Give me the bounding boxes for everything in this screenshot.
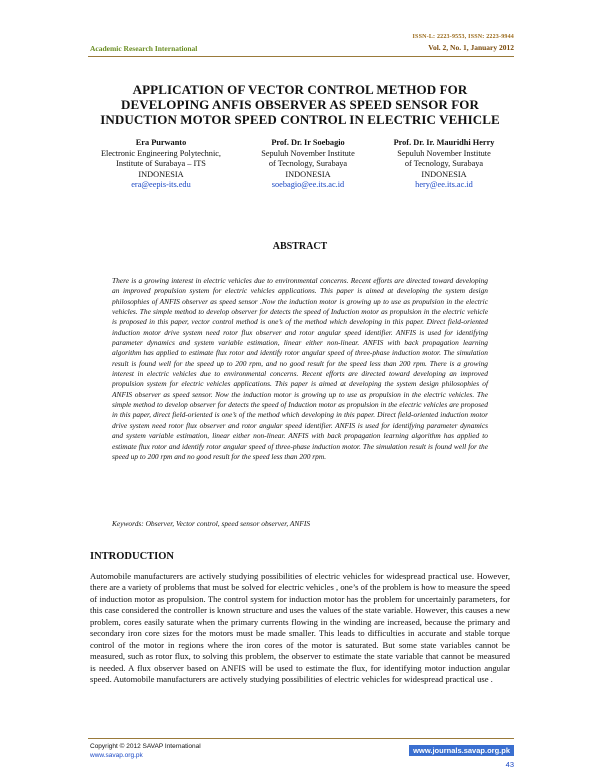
author-country: INDONESIA <box>138 169 184 179</box>
copyright-text: Copyright © 2012 SAVAP International <box>90 743 201 750</box>
title-line: INDUCTION MOTOR SPEED CONTROL IN ELECTRIC VEHICLE <box>100 112 500 127</box>
journal-link[interactable]: www.journals.savap.org.pk <box>409 745 514 756</box>
issn-line: ISSN-L: 2223-9553, ISSN: 2223-9944 <box>412 34 514 40</box>
author-country: INDONESIA <box>285 169 331 179</box>
title-line: DEVELOPING ANFIS OBSERVER AS SPEED SENSOR FOR <box>120 97 479 112</box>
author-affiliation: of Tecnology, Surabaya <box>268 159 348 168</box>
author-1 <box>94 138 228 191</box>
journal-name: Academic Research International <box>90 44 198 53</box>
publisher-link[interactable]: www.savap.org.pk <box>90 752 143 759</box>
author-affiliation: Electronic Engineering Polytechnic, <box>100 148 222 158</box>
author-affiliation: of Tecnology, Surabaya <box>404 159 484 168</box>
author-email[interactable]: soebagio@ee.its.ac.id <box>271 180 345 189</box>
author-affiliation: Sepuluh November Institute <box>261 148 355 158</box>
introduction-body: Automobile manufacturers are actively studying possibilities of electric vehicles for widespread practical use. However, there are a variety of problems that must be solved for electric vehicles , one’s of the problem is how to measure the speed of induction motor as propulsion. The control system for induction motor has the problem for uncertainly parameters, for this case considered the controller is known structure and uses the values of the state variable. However, this causes a new problem, cores easily saturate when the primary currents flowing in the winding are increased, because the primary and secondary iron core sizes for the motors must be made smaller. This leads to difficulties in accurate and stable torque control of the motor in regions where the iron cores of the motor is saturated. But some state variables cannot be measured, such as rotor flux, to solving this problem, the observer to estimate the state variable that cannot be measured is needed. A flux observer based on ANFIS will be used to estimate the flux, for identifying motor induction angular speed. Automobile manufacturers are actively studying possibilities of electric vehicles for widespread practical use . <box>90 571 510 685</box>
page-number: 43 <box>505 760 514 769</box>
footer-right <box>409 740 514 769</box>
author-name: Prof. Dr. Ir. Mauridhi Herry <box>393 138 495 147</box>
author-3 <box>376 138 512 191</box>
author-affiliation: Sepuluh November Institute <box>397 148 491 158</box>
author-affiliation: Institute of Surabaya – ITS <box>116 159 206 168</box>
footer-divider <box>88 738 514 739</box>
journal-meta <box>413 34 514 52</box>
author-name: Era Purwanto <box>135 138 187 147</box>
keywords-line: Keywords: Observer, Vector control, speed sensor observer, ANFIS <box>112 519 311 528</box>
introduction-heading: INTRODUCTION <box>90 551 175 562</box>
author-email[interactable]: era@eepis-its.edu <box>131 180 191 189</box>
paper-title <box>90 82 510 127</box>
author-country: INDONESIA <box>421 169 467 179</box>
abstract-heading: ABSTRACT <box>272 241 328 252</box>
footer-left <box>90 742 201 760</box>
header-divider <box>88 56 514 57</box>
title-line: APPLICATION OF VECTOR CONTROL METHOD FOR <box>132 82 468 97</box>
volume-line: Vol. 2, No. 1, January 2012 <box>428 43 514 52</box>
author-email[interactable]: hery@ee.its.ac.id <box>415 180 473 189</box>
author-2 <box>246 138 370 191</box>
abstract-body: There is a growing interest in electric vehicles due to environmental concerns. Recent efforts are directed toward developing an improved propulsion system for electric vehicles applications. This paper is aimed at developing the system design philosophies of ANFIS observer as speed sensor .Now the induction motor is growing up to use as propulsion in the electric vehicles. The simple method to develop observer for detects the speed of Induction motor as propulsion in the electric vehicle is proposed in this paper, vector control method is one’s of the method which developing in this paper. Direct field-oriented induction motor drive system need rotor flux observer and rotor angular speed identifier. ANFIS is used for identifying parameter dynamics and system variable estimation, linear either non-linear. ANFIS with back propagation learning algorithm has applied to estimate flux rotor and identify rotor angular speed of three-phase induction motor. The simulation result is found well for the speed up to 200 rpm, and no good result for the speed less than 200 rpm. There is a growing interest in electric vehicles due to environmental concerns. Recent efforts are directed toward developing an improved propulsion system for electric vehicles applications. This paper is aimed at developing the system design philosophies of ANFIS observer as speed sensor. Now the induction motor is growing up to use as propulsion in the electric vehicles. The simple method to develop observer for detects the speed of Induction motor as propulsion in the electric vehicles are proposed in this paper, direct field-oriented is one’s of the method which developing in this paper. Direct field-oriented induction motor drive system need rotor flux observer and rotor angular speed identifier. ANFIS is used for identifying parameter dynamics and system variable estimation, linear either non-linear. ANFIS with back propagation learning algorithm has applied to estimate flux rotor and identify rotor angular speed of three-phase induction motor. The simulation result is found well for the speed up to 200 rpm and no good result for the speed less than 200 rpm. <box>112 276 488 461</box>
author-name: Prof. Dr. Ir Soebagio <box>271 138 345 147</box>
